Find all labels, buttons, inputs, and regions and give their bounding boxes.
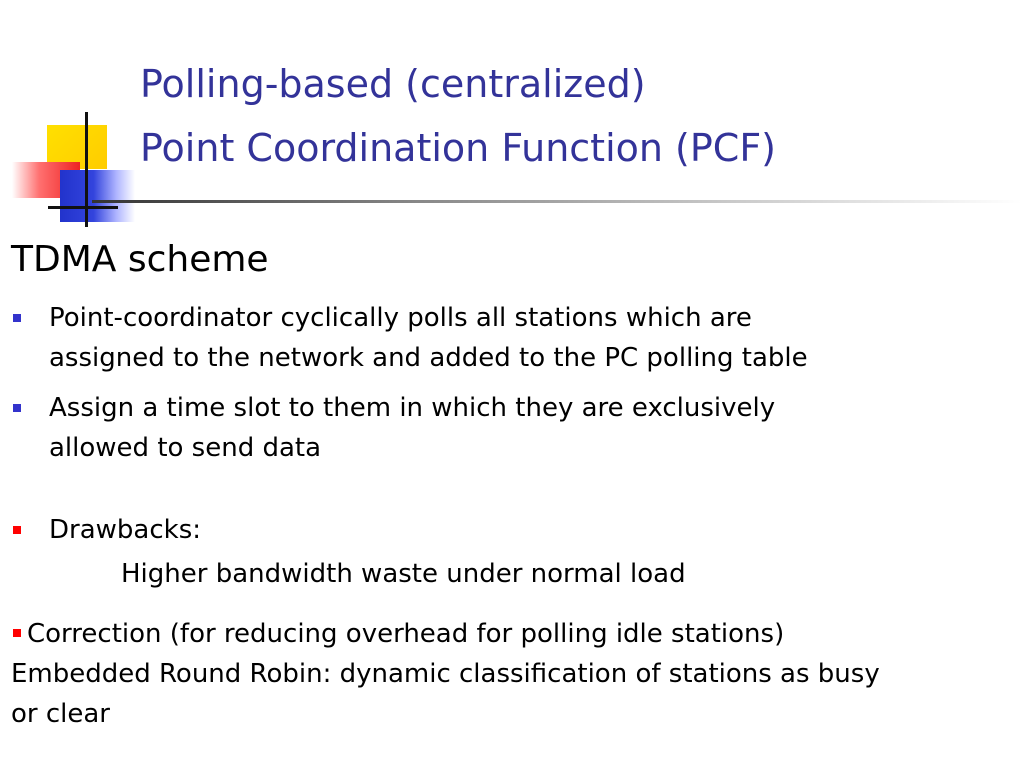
correction-line: Embedded Round Robin: dynamic classification of stations as busy [11, 659, 880, 689]
correction-paragraph [11, 614, 1016, 734]
logo-blue-square [60, 170, 135, 222]
bullet-text: Assign a time slot to them in which they are exclusively [49, 393, 776, 423]
bullet-text: allowed to send data [49, 433, 322, 463]
bullet-text: assigned to the network and added to the PC polling table [49, 343, 808, 373]
logo-horizontal-line [48, 206, 118, 209]
square-bullet-icon [13, 404, 21, 412]
correction-line: or clear [11, 699, 110, 729]
correction-text: Correction (for reducing overhead for polling idle stations) [27, 619, 785, 649]
bullet-text: Point-coordinator cyclically polls all stations which are [49, 303, 752, 333]
square-bullet-icon [13, 314, 21, 322]
square-bullet-icon [13, 629, 21, 637]
correction-line [11, 614, 1016, 654]
section-heading: TDMA scheme [11, 239, 269, 280]
title-line-2: Point Coordination Function (PCF) [140, 126, 776, 170]
bullet-text: Drawbacks: [49, 515, 202, 545]
drawback-detail: Higher bandwidth waste under normal load [121, 559, 686, 589]
title-divider [92, 200, 1022, 203]
slide-logo [0, 0, 150, 240]
title-line-1: Polling-based (centralized) [140, 62, 646, 106]
slide-title [140, 52, 1020, 180]
logo-vertical-line [85, 112, 88, 227]
square-bullet-icon [13, 526, 21, 534]
